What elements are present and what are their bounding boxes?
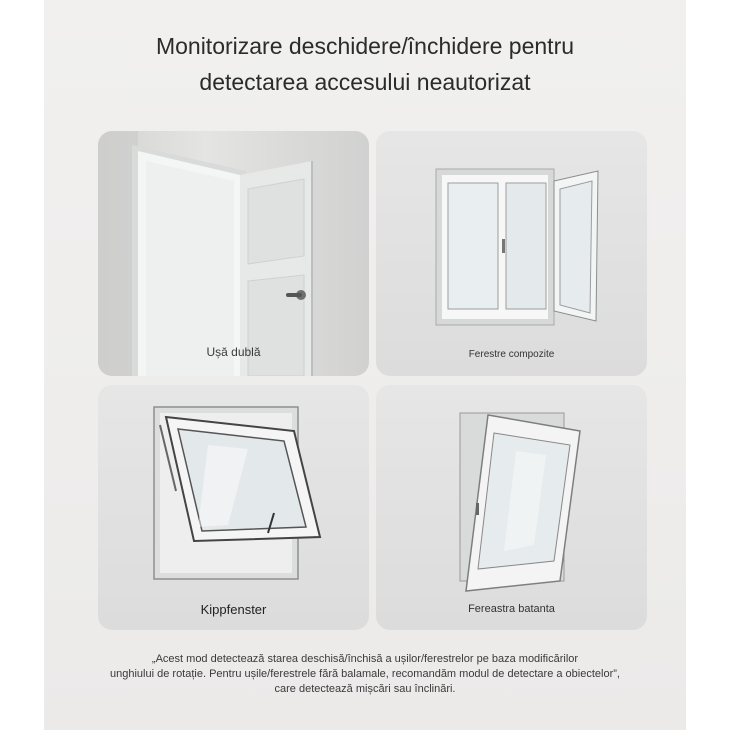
title-line-1: Monitorizare deschidere/închidere pentru [155, 33, 575, 59]
page-title [44, 28, 686, 100]
footnote-line-3: care detectează mișcări sau înclinări. [274, 683, 456, 695]
casement-window-icon [376, 131, 647, 376]
card-tilt-window [98, 385, 369, 630]
footnote [74, 652, 656, 697]
title-line-2: detectarea accesului neautorizat [199, 69, 531, 95]
card-double-door [98, 131, 369, 376]
product-page [44, 0, 686, 730]
card-swing-window [376, 385, 647, 630]
card-label: Kippfenster [200, 602, 267, 617]
card-label: Ușă dublă [206, 345, 261, 359]
card-label: Fereastra batanta [468, 603, 555, 615]
tilt-window-icon [98, 385, 369, 630]
footnote-line-1: „Acest mod detectează starea deschisă/închisă a ușilor/ferestrelor pe baza modificărilor [151, 653, 579, 665]
footnote-line-2: unghiului de rotație. Pentru ușile/ferestrele fără balamale, recomandăm modul de detectare a obiectelor”, [110, 668, 620, 680]
card-label: Ferestre compozite [468, 349, 555, 360]
card-composite-window [376, 131, 647, 376]
swing-window-icon [376, 385, 647, 630]
open-door-icon [98, 131, 369, 376]
